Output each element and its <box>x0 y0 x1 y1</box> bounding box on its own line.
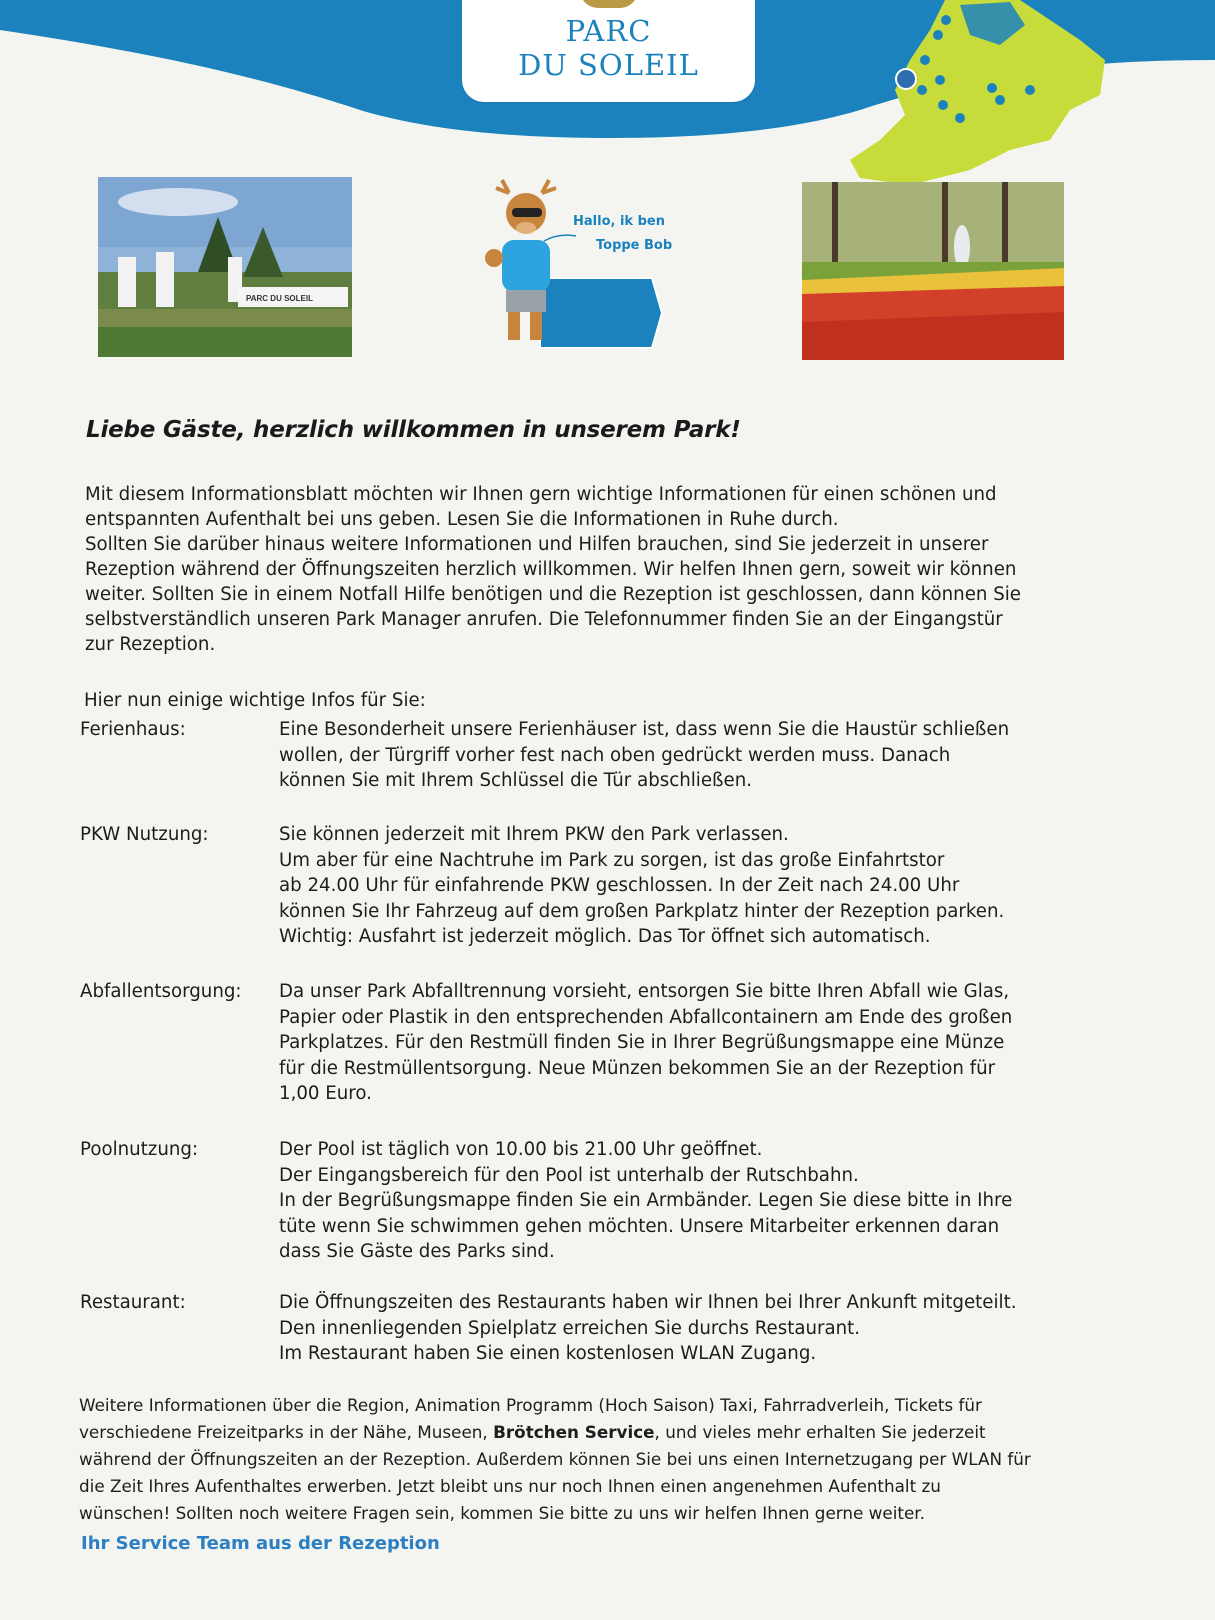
section-line: ab 24.00 Uhr für einfahrende PKW geschlossen. In der Zeit nach 24.00 Uhr <box>279 875 960 896</box>
section-line: Die Öffnungszeiten des Restaurants haben wir Ihnen bei Ihrer Ankunft mitgeteilt. <box>279 1292 1017 1313</box>
outro-line: die Zeit Ihres Aufenthaltes erwerben. Jetzt bleibt uns nur noch Ihnen einen angenehmen Aufenthalt zu <box>79 1476 941 1496</box>
broetchen-service-highlight: Brötchen Service <box>493 1422 655 1442</box>
section-line: Papier oder Plastik in den entsprechenden Abfallcontainern am Ende des großen <box>279 1006 1013 1028</box>
entrance-sign: PARC DU SOLEIL <box>246 294 313 303</box>
outro-line: wünschen! Sollten noch weitere Fragen sein, kommen Sie bitte zu uns wir helfen Ihnen gerne weiter. <box>79 1503 925 1523</box>
section-line: dass Sie Gäste des Parks sind. <box>279 1241 555 1262</box>
section-label: Abfallentsorgung: <box>80 981 242 1002</box>
intro-line: Mit diesem Informationsblatt möchten wir Ihnen gern wichtige Informationen für einen schönen und <box>85 484 997 505</box>
logo <box>462 0 755 102</box>
section-line: Den innenliegenden Spielplatz erreichen Sie durchs Restaurant. <box>279 1317 861 1339</box>
speech-line-1: Hallo, ik ben <box>573 214 665 229</box>
intro-line: entspannten Aufenthalt bei uns geben. Lesen Sie die Informationen in Ruhe durch. <box>85 509 839 530</box>
section-label: PKW Nutzung: <box>80 824 209 845</box>
section-label: Ferienhaus: <box>80 719 186 740</box>
signature: Ihr Service Team aus der Rezeption <box>81 1533 440 1554</box>
mascot-speech <box>573 210 693 258</box>
outro-line <box>79 1419 1099 1446</box>
tulip-garden-photo <box>802 182 1064 360</box>
section-line: Sie können jederzeit mit Ihrem PKW den Park verlassen. <box>279 824 789 845</box>
section-line: Der Eingangsbereich für den Pool ist unterhalb der Rutschbahn. <box>279 1164 859 1186</box>
intro-line: Rezeption während der Öffnungszeiten herzlich willkommen. Wir helfen Ihnen gern, soweit wir können <box>85 559 1017 580</box>
intro-line: selbstverständlich unseren Park Manager anrufen. Die Telefonnummer finden Sie an der Eingangstür <box>85 609 1003 630</box>
page-title: Liebe Gäste, herzlich willkommen in unserem Park! <box>86 417 741 443</box>
speech-line-2: Toppe Bob <box>596 238 673 253</box>
intro-line: weiter. Sollten Sie in einem Notfall Hilfe benötigen und die Rezeption ist geschlossen, dann können Sie <box>85 584 1021 605</box>
section-line: 1,00 Euro. <box>279 1083 372 1104</box>
info-lead: Hier nun einige wichtige Infos für Sie: <box>84 690 426 711</box>
section-label: Poolnutzung: <box>80 1139 199 1160</box>
logo-line-2: DU SOLEIL <box>518 48 699 82</box>
intro-paragraph <box>85 482 1085 657</box>
section-line: tüte wenn Sie schwimmen gehen möchten. Unsere Mitarbeiter erkennen daran <box>279 1215 1000 1237</box>
section-line: wollen, der Türgriff vorher fest nach oben gedrückt werden muss. Danach <box>279 744 951 766</box>
mascot-illustration <box>484 178 714 358</box>
section-line: Im Restaurant haben Sie einen kostenlosen WLAN Zugang. <box>279 1343 817 1364</box>
section-label: Restaurant: <box>80 1292 186 1313</box>
outro-line-part: , und vieles mehr erhalten Sie jederzeit <box>654 1422 986 1442</box>
section-line: Der Pool ist täglich von 10.00 bis 21.00 Uhr geöffnet. <box>279 1139 763 1160</box>
outro-line: Weitere Informationen über die Region, Animation Programm (Hoch Saison) Taxi, Fahrradverleih, Tickets für <box>79 1395 982 1415</box>
intro-line: zur Rezeption. <box>85 634 216 655</box>
section-line: für die Restmüllentsorgung. Neue Münzen bekommen Sie an der Rezeption für <box>279 1057 996 1079</box>
section-line: können Sie mit Ihrem Schlüssel die Tür abschließen. <box>279 770 753 791</box>
section-line: Da unser Park Abfalltrennung vorsieht, entsorgen Sie bitte Ihren Abfall wie Glas, <box>279 981 1010 1002</box>
section-line: In der Begrüßungsmappe finden Sie ein Armbänder. Legen Sie diese bitte in Ihre <box>279 1190 1013 1211</box>
section-line: Eine Besonderheit unsere Ferienhäuser ist, dass wenn Sie die Haustür schließen <box>279 719 1010 740</box>
outro-line-part: verschiedene Freizeitparks in der Nähe, Museen, <box>79 1422 494 1442</box>
entrance-photo <box>98 177 352 357</box>
netherlands-map-icon <box>850 0 1110 190</box>
section-line: Wichtig: Ausfahrt ist jederzeit möglich. Das Tor öffnet sich automatisch. <box>279 926 931 947</box>
section-line: Parkplatzes. Für den Restmüll finden Sie in Ihrer Begrüßungsmappe eine Münze <box>279 1032 1005 1053</box>
intro-line: Sollten Sie darüber hinaus weitere Informationen und Hilfen brauchen, sind Sie jederzeit in unserer <box>85 534 989 555</box>
outro-line: während der Öffnungszeiten an der Rezeption. Außerdem können Sie bei uns einen Internetzugang per WLAN für <box>79 1449 1031 1469</box>
sun-icon <box>580 0 638 8</box>
outro-paragraph <box>79 1392 1099 1527</box>
section-line: können Sie Ihr Fahrzeug auf dem großen Parkplatz hinter der Rezeption parken. <box>279 900 1005 922</box>
logo-line-1: PARC <box>565 14 652 48</box>
section-line: Um aber für eine Nachtruhe im Park zu sorgen, ist das große Einfahrtstor <box>279 849 945 871</box>
